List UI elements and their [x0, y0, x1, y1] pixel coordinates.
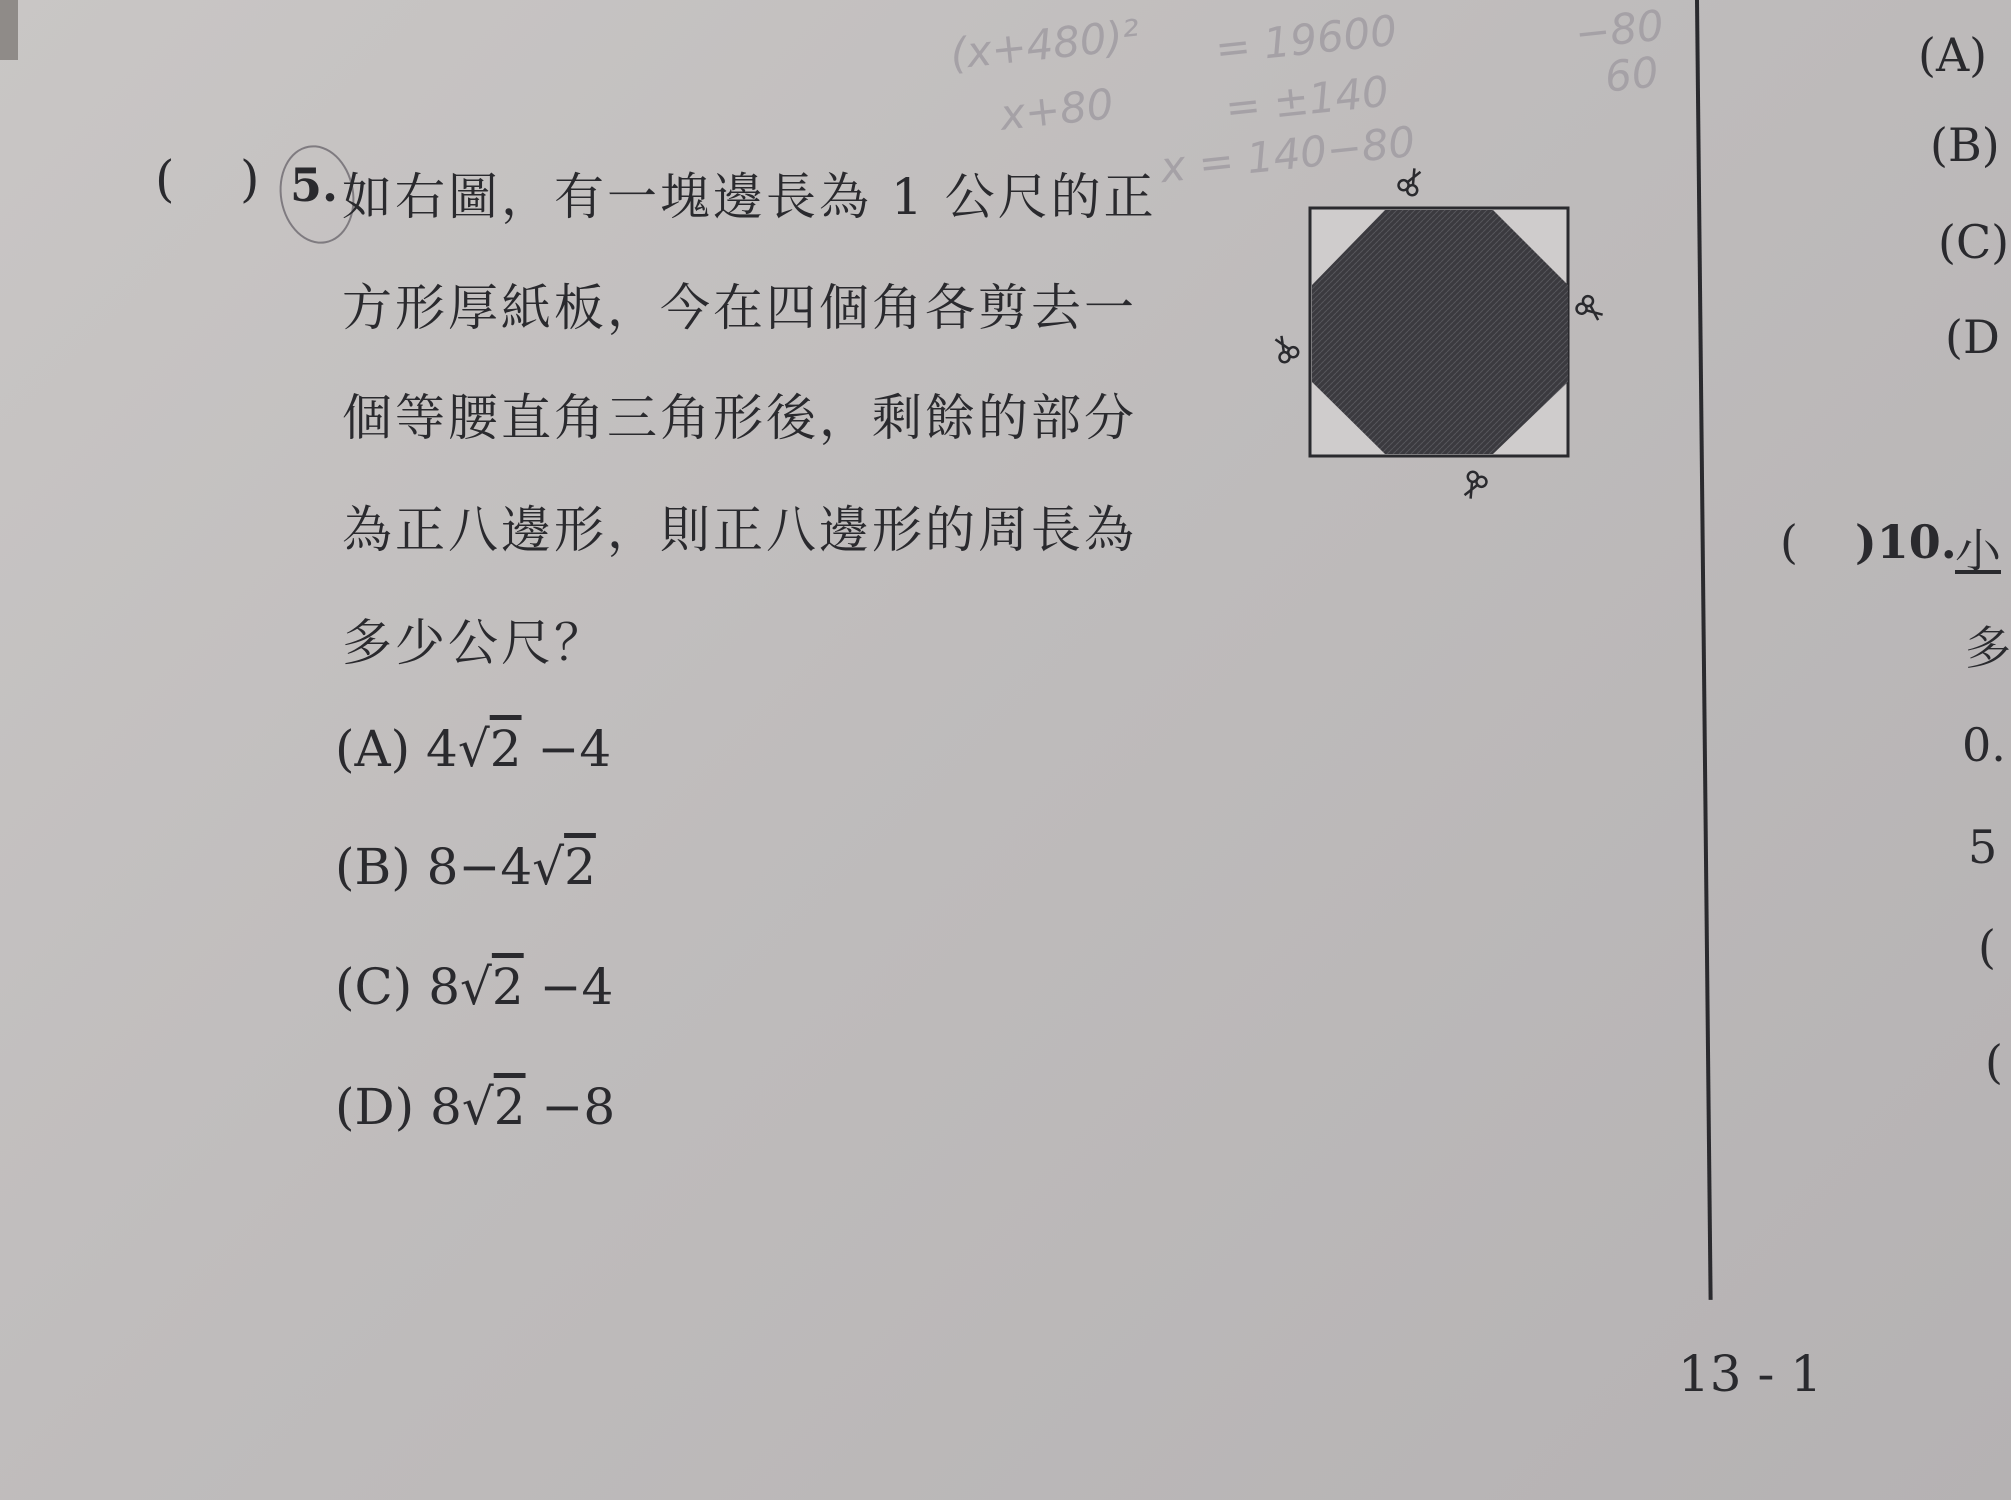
- right-option-label: (A): [1918, 28, 1988, 82]
- pencil-note: 60: [1602, 47, 1661, 102]
- question-line: 為正八邊形，則正八邊形的周長為: [342, 501, 1137, 559]
- answer-bracket-open: (: [155, 150, 175, 208]
- q10-number: )10.: [1855, 515, 1957, 569]
- question-text: 公尺的正: [925, 168, 1157, 226]
- right-fragment: 多: [1965, 621, 2011, 675]
- option-b[interactable]: (B) 8−4√2: [335, 838, 596, 896]
- option-tail: −8: [541, 1078, 616, 1136]
- right-fragment: 5: [1968, 820, 1998, 874]
- column-divider: [1695, 0, 1713, 1300]
- option-label: (C): [335, 958, 413, 1016]
- scissors-icon: [1575, 294, 1607, 325]
- scissors-icon: [1270, 332, 1300, 364]
- option-coef: 8: [428, 958, 460, 1016]
- option-d[interactable]: (D) 8√2 −8: [335, 1078, 616, 1136]
- octagon-shape: [1312, 210, 1568, 454]
- side-length-value: 1: [890, 168, 926, 226]
- scissors-icon: [1458, 470, 1488, 502]
- option-tail: −4: [539, 958, 614, 1016]
- option-lead: 8−4: [426, 838, 533, 896]
- paper-edge: [0, 0, 18, 60]
- right-option-label: (B): [1930, 118, 2000, 172]
- option-label: (B): [335, 838, 411, 896]
- option-label: (A): [335, 720, 411, 778]
- right-fragment: (: [1985, 1035, 2003, 1089]
- option-a[interactable]: (A) 4√2 −4: [335, 720, 612, 778]
- option-label: (D): [335, 1078, 415, 1136]
- pencil-note: (x+480)²: [947, 10, 1142, 79]
- right-fragment: 0.: [1962, 718, 2006, 772]
- right-fragment: (: [1978, 920, 1996, 974]
- pencil-note: = 19600: [1212, 5, 1400, 74]
- right-option-label: (D: [1945, 310, 2000, 364]
- question-line: 方形厚紙板，今在四個角各剪去一: [342, 279, 1137, 337]
- q10-text: 小: [1955, 524, 2001, 578]
- right-option-label: (C): [1938, 215, 2010, 269]
- answer-bracket-close: ): [240, 150, 260, 208]
- question-line: 多少公尺？: [342, 614, 607, 672]
- option-c[interactable]: (C) 8√2 −4: [335, 958, 614, 1016]
- scissors-icon: [1397, 165, 1427, 197]
- question-number: 5.: [290, 158, 339, 212]
- question-text: 如右圖，有一塊邊長為: [342, 168, 891, 226]
- q10-bracket: (: [1780, 515, 1798, 569]
- octagon-figure: [1270, 160, 1600, 520]
- question-line: [342, 157, 1157, 229]
- page-number: 13 - 1: [1678, 1345, 1823, 1403]
- option-coef: 4: [426, 720, 458, 778]
- option-radicand: 2: [489, 720, 522, 778]
- option-tail: −4: [537, 720, 612, 778]
- option-radicand: 2: [493, 1078, 526, 1136]
- pencil-note: −80: [1572, 0, 1666, 59]
- option-radicand: 2: [491, 958, 524, 1016]
- option-coef: 8: [430, 1078, 462, 1136]
- question-line: 個等腰直角三角形後，剩餘的部分: [342, 389, 1137, 447]
- pencil-note: x = 140−80: [1158, 116, 1418, 193]
- pencil-note: = ±140: [1222, 66, 1392, 133]
- option-radicand: 2: [564, 838, 596, 896]
- pencil-note: x+80: [997, 79, 1116, 140]
